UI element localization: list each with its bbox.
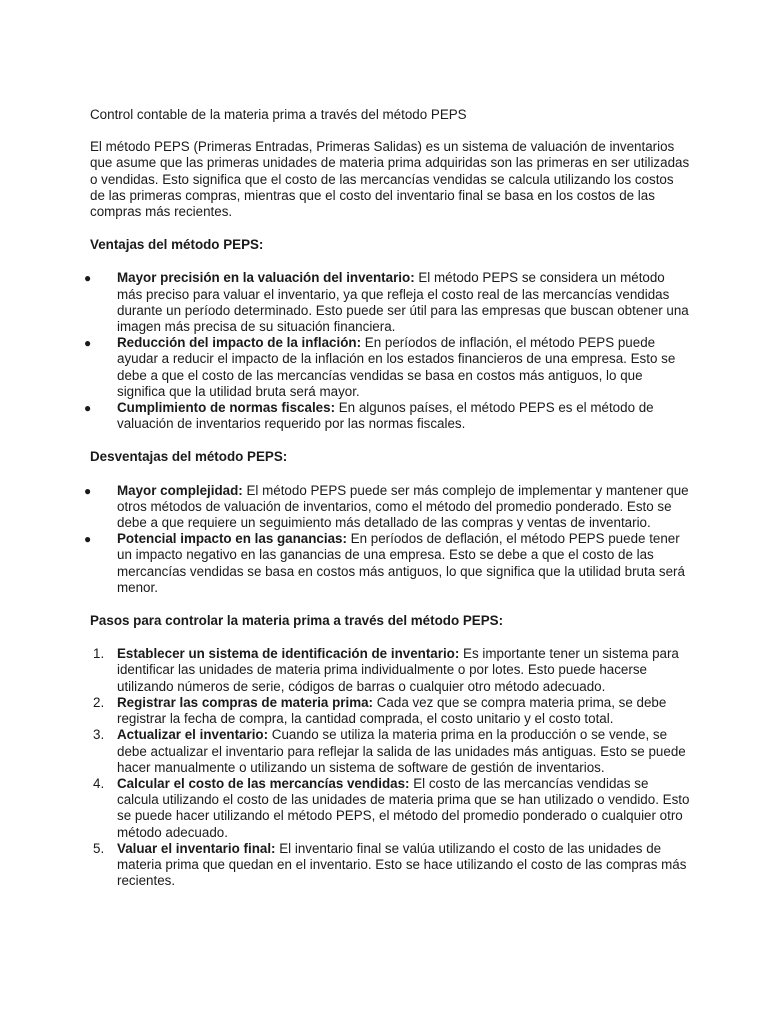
item-text: En períodos de inflación, el método PEPS puede ayudar a reducir el impacto de la inflación en los estados financieros de una empresa. Esto se debe a que el costo de las mercancías vendidas se basa en costos más antiguos, lo que significa que la utilidad bruta será mayor. — [117, 335, 676, 399]
step-number: 5. — [93, 840, 105, 856]
intro-paragraph: El método PEPS (Primeras Entradas, Primeras Salidas) es un sistema de valuación de inventarios que asume que las primeras unidades de materia prima adquiridas son las primeras en ser utilizadas o vendidas. Esto significa que el costo de las mercancías vendidas se calcula utilizando los costos de las primeras compras, mientras que el costo del inventario final se basa en los costos de las compras más recientes. — [90, 139, 690, 220]
list-item — [90, 646, 690, 695]
list-item — [90, 841, 690, 890]
list-item — [84, 531, 690, 596]
item-text: Es importante tener un sistema para identificar las unidades de materia prima individualmente o por lotes. Esto puede hacerse utilizando números de serie, códigos de barras o cualquier otro método adecuado. — [117, 646, 679, 694]
bullet-icon: ● — [84, 271, 92, 286]
desventajas-heading: Desventajas del método PEPS: — [90, 449, 288, 465]
document-page — [84, 107, 690, 889]
bullet-icon: ● — [84, 532, 92, 547]
step-number: 2. — [93, 694, 105, 710]
item-term: Mayor precisión en la valuación del inventario: — [117, 270, 415, 286]
item-term: Cumplimiento de normas fiscales: — [117, 400, 336, 416]
bullet-icon: ● — [84, 401, 92, 416]
document-title: Control contable de la materia prima a través del método PEPS — [90, 107, 467, 122]
item-text: Cuando se utiliza la materia prima en la producción o se vende, se debe actualizar el inventario para reflejar la salida de las unidades más antiguas. Esto se puede hacer manualmente o utilizando un sistema de software de gestión de inventarios. — [117, 727, 686, 775]
desventajas-list — [84, 482, 690, 596]
item-text: El inventario final se valúa utilizando el costo de las unidades de materia prima que quedan en el inventario. Esto se hace utilizando el costo de las compras más recientes. — [117, 840, 687, 889]
item-text: En períodos de deflación, el método PEPS puede tener un impacto negativo en las ganancias de una empresa. Esto se debe a que el costo de las mercancías vendidas se basa en costos más antiguos, lo que significa que la utilidad bruta será menor. — [117, 531, 685, 595]
item-term: Actualizar el inventario: — [117, 727, 269, 743]
list-item — [90, 727, 690, 776]
list-item — [84, 270, 690, 335]
list-item — [90, 776, 690, 841]
list-item — [84, 335, 690, 400]
item-text: El método PEPS puede ser más complejo de implementar y mantener que otros métodos de valuación de inventarios, como el método del promedio ponderado. Esto se debe a que requiere un seguimiento más detallado de las compras y ventas de inventario. — [117, 482, 689, 531]
item-text: En algunos países, el método PEPS es el método de valuación de inventarios requerido por las normas fiscales. — [117, 400, 654, 432]
item-term: Registrar las compras de materia prima: — [117, 694, 374, 710]
ventajas-heading: Ventajas del método PEPS: — [90, 237, 264, 253]
item-term: Potencial impacto en las ganancias: — [117, 531, 347, 547]
item-term: Valuar el inventario final: — [117, 840, 276, 856]
step-number: 1. — [93, 646, 105, 662]
item-term: Mayor complejidad: — [117, 482, 243, 498]
step-number: 3. — [93, 727, 105, 743]
item-term: Calcular el costo de las mercancías vendidas: — [117, 775, 410, 791]
item-text: El método PEPS se considera un método más preciso para valuar el inventario, ya que refleja el costo real de las mercancías vendidas durante un período determinado. Esto puede ser útil para las empresas que buscan obtener una imagen más precisa de su situación financiera. — [117, 270, 689, 335]
item-term: Establecer un sistema de identificación de inventario: — [117, 646, 460, 662]
item-term: Reducción del impacto de la inflación: — [117, 335, 362, 351]
pasos-list — [90, 646, 690, 889]
pasos-heading: Pasos para controlar la materia prima a través del método PEPS: — [90, 613, 504, 629]
list-item — [90, 695, 690, 727]
list-item — [84, 482, 690, 532]
list-item — [84, 400, 690, 432]
ventajas-list — [84, 270, 690, 432]
bullet-icon: ● — [84, 336, 92, 351]
bullet-icon: ● — [84, 483, 92, 498]
item-text: El costo de las mercancías vendidas se calcula utilizando el costo de las unidades de materia prima que se han utilizado o vendido. Esto se puede hacer utilizando el método PEPS, el método del promedio ponderado o cualquier otro método adecuado. — [117, 775, 690, 840]
item-text: Cada vez que se compra materia prima, se debe registrar la fecha de compra, la cantidad comprada, el costo unitario y el costo total. — [117, 694, 667, 727]
step-number: 4. — [93, 775, 105, 791]
